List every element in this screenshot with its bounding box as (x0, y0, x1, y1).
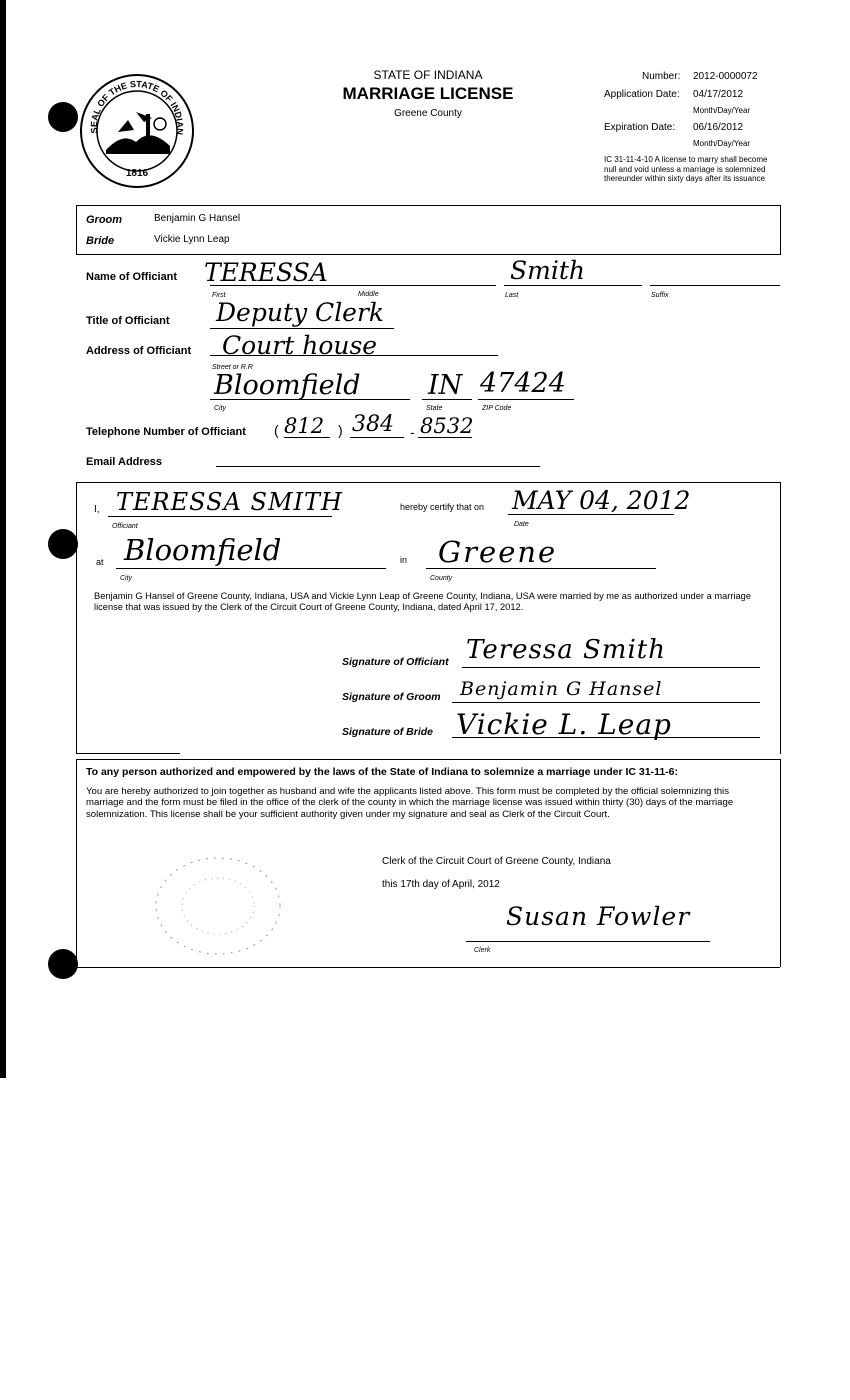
embossed-seal (126, 848, 302, 966)
email-label: Email Address (86, 456, 163, 468)
bride-name: Vickie Lynn Leap (154, 234, 230, 245)
document-header (300, 68, 556, 119)
sig-bride: Vickie L. Leap (456, 708, 672, 741)
officiant-name-line-1 (210, 285, 496, 286)
authorization-box-top (76, 759, 780, 760)
expiration-date-format: Month/Day/Year (693, 139, 751, 148)
clerk-caption: Clerk (474, 947, 491, 954)
phone-area-line (284, 437, 330, 438)
document-title: MARRIAGE LICENSE (342, 84, 514, 103)
certificate-box-right (780, 482, 781, 754)
marriage-statement: Benjamin G Hansel of Greene County, Indiana, USA and Vickie Lynn Leap of Greene County, Indiana, USA were married by me as authorized under a marriage license that was issued by the Clerk of the Circuit Court of Greene County, Indiana, dated April 17, 2012. (94, 591, 752, 612)
authorization-box-right (780, 759, 781, 967)
first-caption: First (212, 292, 226, 299)
bride-label: Bride (86, 235, 115, 247)
certificate-county-caption: County (430, 575, 453, 582)
seal-text: SEAL OF THE STATE OF INDIAN (88, 79, 186, 136)
license-number-label: Number: (642, 71, 681, 82)
left-edge-bar (0, 0, 6, 1078)
authorization-box-bottom (76, 967, 780, 968)
application-date-label: Application Date: (604, 89, 680, 100)
state-seal (78, 72, 196, 190)
clerk-line2: this 17th day of April, 2012 (382, 879, 500, 890)
groom-label: Groom (86, 214, 123, 226)
phone-line: 8532 (420, 414, 474, 438)
officiant-city: Bloomfield (214, 370, 361, 401)
seal-year: 1816 (125, 168, 149, 179)
state-heading: STATE OF INDIANA (373, 68, 483, 82)
sig-bride-line (452, 737, 760, 738)
certificate-city-line (116, 568, 386, 569)
punch-hole-bottom (48, 949, 78, 979)
parties-box-right (780, 205, 781, 255)
certificate-officiant-line (108, 516, 332, 517)
statute-note: IC 31-11-4-10 A license to marry shall become null and void unless a marriage is solemnized thereunder within sixty days after its issuance (604, 155, 768, 183)
phone-prefix-line (350, 437, 404, 438)
officiant-street: Court house (222, 331, 378, 360)
officiant-state: IN (428, 370, 463, 401)
phone-prefix: 384 (352, 412, 394, 437)
expiration-date-label: Expiration Date: (604, 122, 676, 133)
officiant-city-line (210, 399, 410, 400)
suffix-caption: Suffix (651, 292, 669, 299)
authorization-body: You are hereby authorized to join together as husband and wife the applicants listed above. This form must be completed by the official solemnizing this marriage and the form must be filed in the office of the clerk of the county in which the marriage license was issued within thirty (30) days of the marriage solemnization. This license shall be your sufficient authority given under my signature and seal as Clerk of the Circuit Court. (86, 786, 734, 820)
parties-box-left (76, 205, 77, 255)
officiant-phone-label: Telephone Number of Officiant (86, 426, 246, 438)
officiant-zip-line (478, 399, 574, 400)
officiant-title-line (210, 328, 394, 329)
sig-officiant: Teressa Smith (466, 635, 666, 665)
officiant-address-label: Address of Officiant (86, 345, 192, 357)
officiant-name-line-3 (650, 285, 780, 286)
date-caption: Date (514, 521, 529, 528)
application-date: 04/17/2012 (693, 89, 744, 100)
certificate-i: I, (94, 504, 100, 515)
sig-bride-label: Signature of Bride (342, 726, 434, 738)
certificate-city-caption: City (120, 575, 133, 582)
officiant-state-line (422, 399, 472, 400)
officiant-title-label: Title of Officiant (86, 315, 170, 327)
sig-officiant-label: Signature of Officiant (342, 656, 449, 668)
svg-text:SEAL OF THE STATE OF INDIANA (78, 72, 185, 135)
phone-close-paren: ) (338, 422, 343, 438)
marriage-date: MAY 04, 2012 (512, 486, 691, 515)
sig-officiant-line (462, 667, 760, 668)
authorization-box-left (76, 759, 77, 967)
phone-open-paren: ( (274, 422, 279, 438)
phone-line-line (418, 437, 472, 438)
application-date-format: Month/Day/Year (693, 106, 751, 115)
certificate-box-left (76, 482, 77, 754)
certificate-city: Bloomfield (124, 533, 282, 567)
street-caption: Street or R.R (212, 364, 253, 371)
sig-groom: Benjamin G Hansel (460, 678, 663, 700)
middle-caption: Middle (358, 291, 379, 298)
certificate-county: Greene (438, 535, 558, 569)
marriage-date-line (508, 514, 674, 515)
state-caption: State (426, 405, 443, 412)
city-caption: City (214, 405, 227, 412)
certificate-at: at (96, 557, 104, 567)
parties-box-bottom (76, 254, 780, 255)
officiant-caption: Officiant (112, 523, 138, 530)
officiant-title: Deputy Clerk (216, 298, 385, 327)
punch-hole-middle (48, 529, 78, 559)
clerk-signature-line (466, 941, 710, 942)
groom-name: Benjamin G Hansel (154, 213, 241, 224)
phone-area-code: 812 (284, 414, 325, 438)
certificate-county-line (426, 568, 656, 569)
phone-dash: - (410, 424, 415, 440)
officiant-name-line-2 (504, 285, 642, 286)
sig-groom-label: Signature of Groom (342, 691, 441, 703)
officiant-last-name: Smith (510, 256, 585, 285)
officiant-first-name: TERESSA (204, 258, 328, 287)
expiration-date: 06/16/2012 (693, 122, 744, 133)
clerk-signature: Susan Fowler (506, 902, 691, 931)
certificate-in: in (400, 555, 408, 565)
officiant-name-label: Name of Officiant (86, 271, 178, 283)
last-caption: Last (505, 292, 519, 299)
officiant-street-line (210, 355, 498, 356)
email-line (216, 466, 540, 467)
sig-groom-line (452, 702, 760, 703)
authorization-heading: To any person authorized and empowered by the laws of the State of Indiana to solemnize a marriage under IC 31-11-6: (86, 766, 679, 778)
punch-hole-top (48, 102, 78, 132)
zip-caption: ZIP Code (482, 405, 512, 412)
parties-box-top (76, 205, 780, 206)
license-number: 2012-0000072 (693, 71, 758, 82)
certificate-box-bottom-stub (76, 753, 180, 754)
clerk-line1: Clerk of the Circuit Court of Greene County, Indiana (382, 856, 611, 867)
officiant-zip: 47424 (480, 368, 566, 399)
certificate-officiant: TERESSA SMITH (116, 488, 343, 516)
certify-text: hereby certify that on (400, 502, 485, 512)
certificate-box-top (76, 482, 780, 483)
county-heading: Greene County (394, 108, 462, 119)
